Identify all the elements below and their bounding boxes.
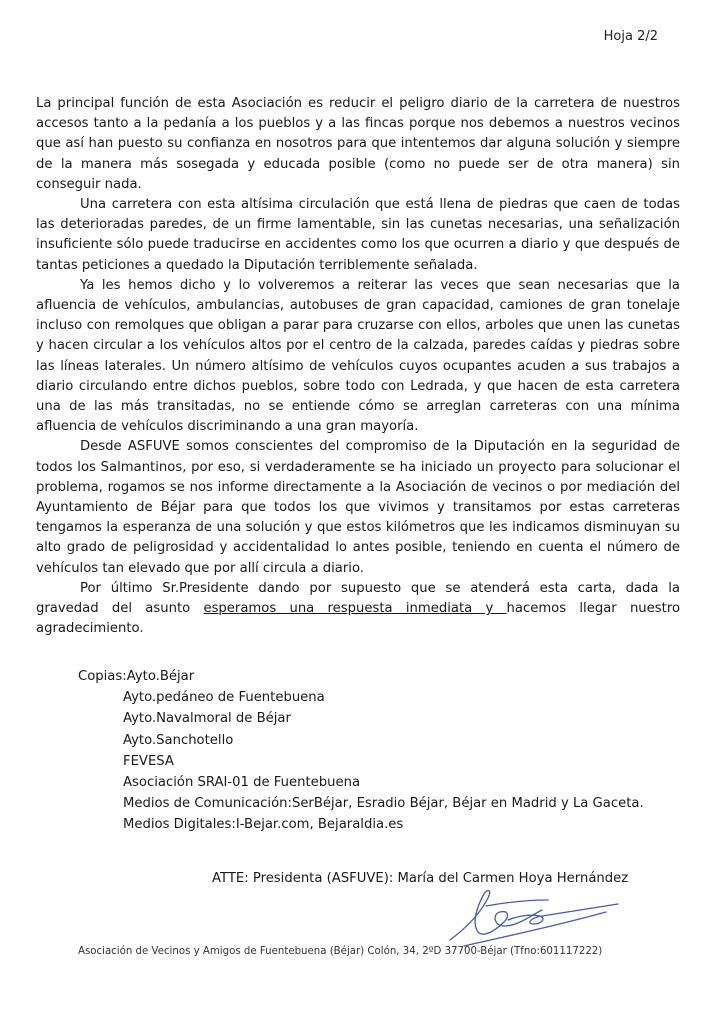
copies-item: Ayto.pedáneo de Fuentebuena [123, 690, 325, 706]
copies-item: Ayto.Navalmoral de Béjar [123, 711, 291, 727]
copies-list [78, 666, 644, 836]
letter-body [36, 94, 680, 639]
copies-items [78, 687, 644, 835]
copies-item: Medios Digitales:I-Bejar.com, Bejaraldia.es [123, 817, 404, 833]
signature-strokes [450, 891, 618, 946]
copies-label: Copias: [78, 669, 127, 684]
paragraph-5-start: Por último Sr.Presidente dando por supuesto que se atenderá esta carta, dada la gravedad del asunto [36, 580, 680, 617]
paragraph-1: La principal función de esta Asociación es reducir el peligro diario de la carretera de nuestros accesos tanto a la pedanía a los pueblos y a las fincas porque nos debemos a nuestros vecinos que así han puesto su confianza en nosotros para que intentemos dar alguna solución y siempre de la manera más sosegada y educada posible (como no puede ser de otra manera) sin conseguir nada. [36, 96, 680, 192]
paragraph-3: Ya les hemos dicho y lo volveremos a reiterar las veces que sean necesarias que la afluencia de vehículos, ambulancias, autobuses de gran capacidad, camiones de gran tonelaje incluso con remolques que obligan a parar para cruzarse con ellos, arboles que unen las cunetas y hacen circular a los vehículos altos por el centro de la calzada, paredes caídas y piedras sobre las líneas laterales. Un número altísimo de vehículos cuyos ocupantes acuden a sus trabajos a diario circulando entre dichos pueblos, sobre todo con Ledrada, y que hacen de esta carretera una de las más transitadas, no se entiende cómo se arreglan carreteras con una mínima afluencia de vehículos discriminando a una gran mayoría. [36, 277, 680, 435]
copies-item: FEVESA [123, 753, 174, 769]
copies-item: Asociación SRAI-01 de Fuentebuena [123, 775, 361, 791]
copies-item: Ayto.Sanchotello [123, 732, 234, 748]
footer-address: Asociación de Vecinos y Amigos de Fuentebuena (Béjar) Colón, 34, 2ºD 37700-Béjar (Tfno:601117222) [78, 946, 603, 957]
paragraph-2: Una carretera con esta altísima circulación que está llena de piedras que caen de todas las deterioradas paredes, de un firme lamentable, sin las cunetas necesarias, una señalización insuficiente sólo puede traducirse en accidentes como los que ocurren a diario y que después de tantas peticiones a quedado la Diputación terriblemente señalada. [36, 197, 680, 273]
paragraph-5-underlined: esperamos una respuesta inmediata y [203, 601, 507, 617]
copies-item: Ayto.Béjar [126, 669, 195, 684]
page-number: Hoja 2/2 [603, 29, 658, 44]
paragraph-5-end: hacemos llegar nuestro agradecimiento. [36, 601, 681, 637]
handwritten-signature-icon [438, 880, 638, 950]
paragraph-5 [36, 579, 680, 640]
paragraph-4: Desde ASFUVE somos conscientes del compromiso de la Diputación en la seguridad de todos los Salmantinos, por eso, si verdaderamente se ha iniciado un proyecto para solucionar el problema, rogamos se nos informe directamente a la Asociación de vecinos o por mediación del Ayuntamiento de Béjar para que todos los que vivimos y transitamos por estas carreteras tengamos la esperanza de una solución y que estos kilómetros que les indicamos disminuyan su alto grado de peligrosidad y accidentalidad lo antes posible, teniendo en cuenta el número de vehículos tan elevado que por allí circula a diario. [36, 439, 680, 576]
copies-item: Medios de Comunicación:SerBéjar, Esradio Béjar, Béjar en Madrid y La Gaceta. [123, 796, 644, 812]
attest-signatory: ATTE: Presidenta (ASFUVE): María del Carmen Hoya Hernández [212, 871, 629, 886]
